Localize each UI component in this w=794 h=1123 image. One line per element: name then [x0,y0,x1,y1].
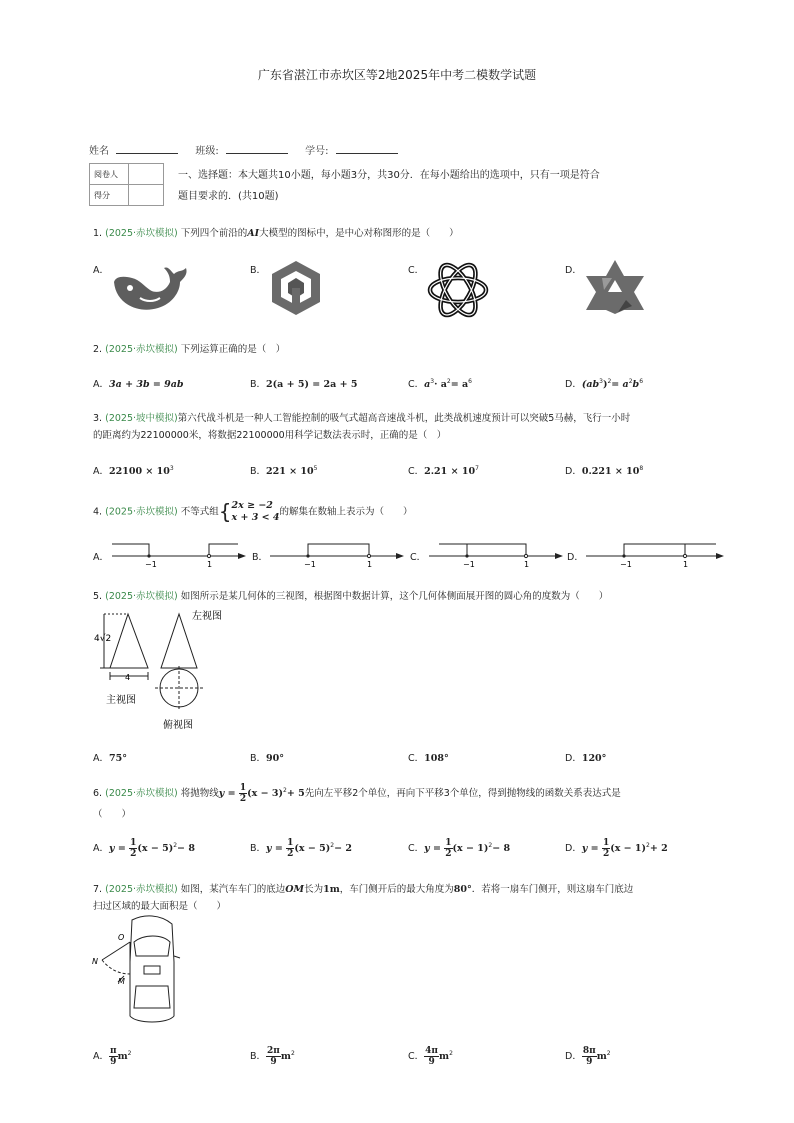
option-label: C． [408,1051,425,1062]
q3-option-d[interactable]: D．$0.221 \times 10^8$ [565,464,644,477]
option-label: D． [565,1051,582,1062]
question-text: 第六代战斗机是一种人工智能控制的吸气式超高音速战斗机，此类战机速度预计可以突破5马赫，飞行一小时 [177,413,631,424]
page-title: 广东省湛江市赤坎区等2地2025年中考二模数学试题 [257,68,537,82]
question-text: 下列运算正确的是（ ） [180,344,286,355]
q7-option-b[interactable]: B． $\frac{2\pi}{9}$ $m^2$ [250,1046,295,1067]
main-view-label: 主视图 [106,695,136,706]
math-term: y = [109,843,130,854]
question-text: 长为 [304,884,324,895]
math-term: a [424,379,431,390]
math-expression: 221 × 10 [266,466,314,477]
math-term: b [632,379,640,390]
q3-option-c[interactable]: C．$2.21 \times 10^7$ [408,464,479,477]
math-term: (x − 5) [137,843,174,854]
option-label: C． [408,843,425,854]
question-source: (2025·赤坎模拟) [105,884,178,895]
score-cell[interactable] [129,185,164,206]
hexagon-logo-icon[interactable] [266,258,326,318]
math-ai: AI [247,228,260,239]
q4-number-line-b [266,538,406,570]
option-label: B． [250,379,267,390]
id-field[interactable] [336,143,398,154]
math-term: + 2 [649,843,668,854]
question-number: 1. [93,228,103,239]
question-text: 如图所示是某几何体的三视图，根据图中数据计算，这个几何体侧面展开图的圆心角的度数为（ ） [180,591,609,602]
math-expression: 2.21 × 10 [424,466,476,477]
numerator: π [110,1046,117,1056]
tick-label: 1 [683,560,689,569]
question-number: 7. [93,884,103,895]
math-term: · a [434,379,447,390]
question-text: ，车门侧开后的最大角度为 [339,884,454,895]
denominator: 9 [586,1057,593,1067]
score-table [89,163,164,206]
star-logo-icon[interactable] [582,256,648,318]
fraction-half: $\frac{1}{2}$ [445,838,452,859]
option-value: 120° [581,753,607,764]
fraction [424,1046,439,1067]
option-label: A． [93,466,109,477]
math-term: 1m [323,884,340,895]
math-term: y = [218,788,239,800]
math-term: (x − 1) [610,843,647,854]
option-label: B． [250,843,267,854]
math-term: = a [611,379,629,390]
option-label: B． [250,466,267,477]
q2-option-a[interactable] [93,376,184,390]
unit: m [117,1051,128,1062]
tick-label: −1 [463,560,475,569]
question-number: 6. [93,788,103,800]
q4-number-line-d [582,538,728,570]
class-field[interactable] [226,143,288,154]
q1-option-d-label[interactable]: D． [565,265,582,276]
fraction-half: $\frac{1}{2}$ [602,838,610,859]
question-5 [93,588,608,605]
math-term: − 2 [334,843,352,854]
q4-option-a-label[interactable]: A． [93,552,109,563]
name-label: 姓名 [89,146,109,157]
fraction-half: $\frac{1}{2}$ [130,838,137,859]
q6-option-a[interactable]: A．y = $\frac{1}{2}$ $(x - 5)^2- 8$ [93,838,195,859]
numerator: 8π [582,1046,596,1056]
option-label: D． [565,843,582,854]
math-term: − 8 [492,843,511,854]
math-term: (x − 3) [247,788,283,800]
math-term: + 5 [286,788,305,800]
question-source: (2025·赤坎模拟) [105,591,178,602]
height-label: 4√2 [94,634,112,644]
denominator: 9 [428,1057,435,1067]
math-expression: 22100 × 10 [109,466,170,477]
q4-option-d-label[interactable]: D． [567,552,584,563]
q6-option-c[interactable]: C．y = $\frac{1}{2}$ $(x - 1)^2- 8$ [408,838,511,859]
question-number: 2. [93,344,103,355]
option-label: B． [250,753,267,764]
three-view-figure [92,606,242,736]
math-expression: 0.221 × 10 [581,466,640,477]
section-line-2: 题目要求的．(共10题) [178,191,279,202]
q2-option-c[interactable]: C．$a^3\cdot a^2= a^6$ [408,377,472,390]
denominator: 9 [110,1057,117,1067]
numerator: 4π [425,1046,438,1056]
question-text: 先向左平移2个单位，再向下平移3个单位，得到抛物线的函数关系表达式是 [304,788,621,800]
score-label: 得分 [90,185,129,206]
knot-logo-icon[interactable] [425,257,491,323]
question-source: (2025·赤坎模拟) [105,788,178,800]
option-label: C． [408,753,425,764]
name-field[interactable] [116,143,178,154]
unit: m [439,1051,450,1062]
math-term: (x − 1) [452,843,489,854]
q7-option-c[interactable]: C． $\frac{4\pi}{9}$ $m^2$ [408,1046,453,1067]
brace-symbol: { [218,499,232,524]
option-label: D． [565,466,582,477]
question-3 [93,410,630,444]
reviewer-label: 阅卷人 [90,164,129,185]
q4-number-line-c [425,538,565,570]
tick-label: −1 [145,560,157,569]
class-label: 班级: [195,146,219,157]
student-info [89,142,398,157]
question-7 [93,881,633,915]
q5-option-b[interactable] [250,750,284,764]
option-value: 108° [424,753,449,764]
option-label: C． [408,466,425,477]
section-line-1: 一、选择题：本大题共10小题，每小题3分，共30分．在每小题给出的选项中，只有一项是符合 [178,170,600,181]
option-label: D． [565,753,582,764]
question-6: 6. (2025·赤坎模拟) 将抛物线y = $\frac{1}{2}$ $(x - 3)^2+ 5$先向左平移2个单位，再向下平移3个单位，得到抛物线的函数关系表达式是 （ ） [93,782,621,823]
q2-option-b[interactable] [250,376,358,390]
fraction-half: $\frac{1}{2}$ [239,783,247,805]
option-label: B． [250,1051,267,1062]
q7-option-d[interactable]: D． $\frac{8\pi}{9}$ $m^2$ [565,1046,611,1067]
whale-logo-icon[interactable] [110,262,190,316]
option-label: A． [93,843,109,854]
option-label: A． [93,1051,109,1062]
tick-label: −1 [304,560,316,569]
reviewer-cell[interactable] [129,164,164,185]
math-term: (x − 5) [294,843,331,854]
question-source: (2025·赤坎模拟) [105,344,178,355]
car-door-figure [88,912,188,1032]
option-value: 75° [109,753,127,764]
question-text-line-2: 扫过区域的最大面积是（ ） [93,901,227,912]
width-label: 4 [125,673,131,682]
math-term: − 8 [177,843,195,854]
inequality-system [232,500,280,524]
tick-label: −1 [620,560,632,569]
option-label: A． [93,753,109,764]
left-view-label: 左视图 [192,611,222,622]
denominator: 9 [270,1057,277,1067]
question-text: 不等式组 [180,506,219,518]
id-label: 学号: [305,146,329,157]
q3-option-a[interactable]: A．$22100 \times 10^3$ [93,464,174,477]
q4-number-line-a [108,538,248,570]
q1-option-a-label[interactable]: A． [93,265,109,276]
tick-label: 1 [207,560,213,569]
tick-label: 1 [367,560,373,569]
q4-option-b-label[interactable]: B． [252,552,269,563]
point-n-label: N [92,957,98,966]
fraction [266,1046,281,1067]
math-expression: 3a + 3b = 9ab [109,379,184,390]
question-source: (2025·赤坎模拟) [105,506,178,518]
q5-option-c[interactable] [408,750,449,764]
inequality-1: 2x ≥ −2 [231,500,273,511]
question-text-line-2: （ ） [93,809,132,821]
math-term: 80° [453,884,472,895]
numerator: 2π [267,1046,280,1056]
question-text: 下列四个前沿的 [180,228,248,239]
question-text: 如图，某汽车车门的底边 [180,884,286,895]
point-o-label: O [118,933,125,942]
math-term: y = [581,843,602,854]
inequality-2: x + 3 < 4 [231,512,280,523]
q3-option-b[interactable]: B．$221 \times 10^5$ [250,464,318,477]
math-term: (ab [581,379,600,390]
question-source: (2025·赤坎模拟) [105,228,178,239]
math-term: = a [450,379,469,390]
question-number: 3. [93,413,103,424]
option-label: D． [565,379,582,390]
fraction [109,1046,118,1067]
q5-option-d[interactable] [565,750,606,764]
question-number: 5. [93,591,103,602]
q7-option-a[interactable]: A． $\frac{\pi}{9}$ $m^2$ [93,1046,132,1067]
question-source: (2025·坡中模拟) [105,413,178,424]
option-label: C． [408,379,425,390]
q2-option-d[interactable]: D．$(ab^3)^2= a^2b^6$ [565,377,644,390]
question-text: 将抛物线 [180,788,219,800]
tick-label: 1 [524,560,530,569]
question-text: 大模型的图标中，是中心对称图形的是（ ） [259,228,459,239]
question-text-line-2: 的距离约为22100000米，将数据22100000用科学记数法表示时，正确的是（ ） [93,430,447,441]
question-number: 4. [93,506,103,518]
q1-option-c-label[interactable]: C． [408,265,425,276]
q4-option-c-label[interactable]: C． [410,552,427,563]
unit: m [596,1051,607,1062]
q6-option-b[interactable]: B．y = $\frac{1}{2}$ $(x - 5)^2- 2$ [250,838,352,859]
fraction [582,1046,597,1067]
math-expression: 2(a + 5) = 2a + 5 [266,379,358,390]
math-term: y = [424,843,445,854]
point-m-label: M [118,977,125,986]
option-label: A． [93,379,109,390]
question-2 [93,341,285,358]
fraction-half: $\frac{1}{2}$ [287,838,294,859]
section-heading [178,165,600,207]
q6-option-d[interactable]: D．y = $\frac{1}{2}$ $(x - 1)^2+ 2$ [565,838,668,859]
option-value: 90° [266,753,285,764]
math-term: y = [266,843,287,854]
q5-option-a[interactable] [93,750,127,764]
question-1 [93,225,459,242]
question-4 [93,500,413,524]
math-term: ) [602,379,608,390]
question-text: ．若将一扇车门侧开，则这扇车门底边 [471,884,634,895]
top-view-label: 俯视图 [163,720,193,731]
q1-option-b-label[interactable]: B． [250,265,267,276]
unit: m [280,1051,291,1062]
math-term: OM [285,884,305,895]
question-text: 的解集在数轴上表示为（ ） [279,506,413,518]
